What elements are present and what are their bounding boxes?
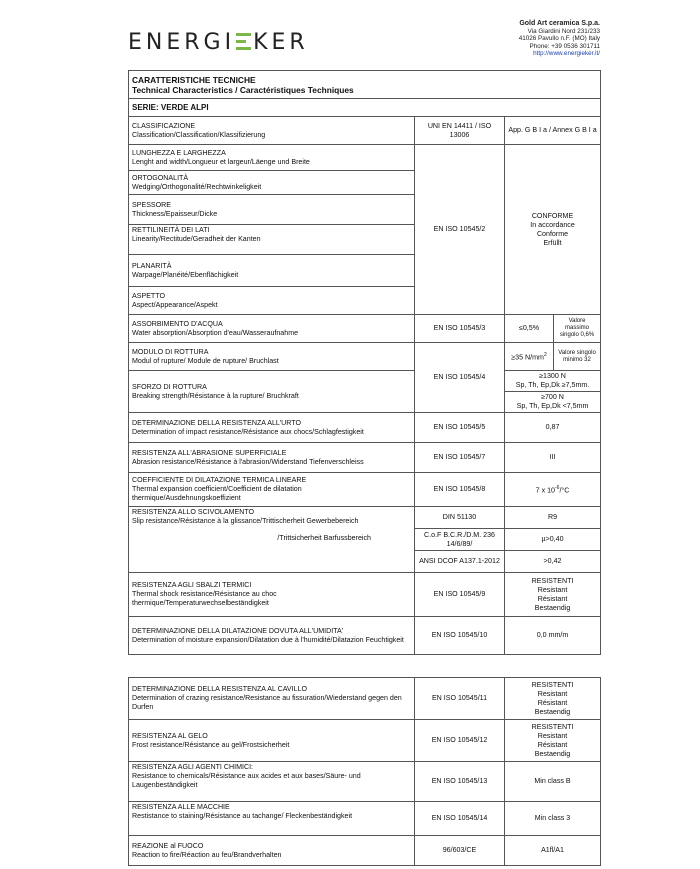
resist-line: RESISTENTI	[531, 722, 574, 731]
row-title: RESISTENZA AGLI AGENTI CHIMICI:	[132, 763, 254, 771]
row-translation: Breaking strength/Résistance à la rupture/ Bruchkraft	[132, 391, 299, 400]
row-title: ORTOGONALITÀ	[132, 173, 189, 182]
row-translation: Linearity/Rectitude/Geradheit der Kanten	[132, 235, 261, 243]
row-value: App. G B I a / Annex G B I a	[505, 117, 601, 145]
sforzo-note-2: Sp, Th, Ep,Dk <7,5mm	[516, 402, 589, 410]
table-row	[129, 720, 601, 762]
row-translation: Restistance to staining/Résistance au tachange/ Fleckenbeständigkeit	[132, 812, 353, 820]
row-title: ASPETTO	[132, 291, 165, 300]
series-cell	[129, 99, 601, 117]
row-title: RESISTENZA AL GELO	[132, 731, 208, 740]
slip-norm-3: ANSI DCOF A137.1-2012	[415, 551, 505, 573]
row-title: CLASSIFICAZIONE	[132, 121, 196, 130]
table-title-cell	[129, 71, 601, 99]
modulo-value: ≥35 N/mm	[511, 353, 544, 362]
group-value-line: Conforme	[536, 229, 569, 238]
row-translation: Thermal expansion coefficient/Coefficient de dilatation thermique/Ausdehnungskoeffizient	[132, 485, 302, 502]
row-title: RETTILINEITÀ DEI LATI	[132, 226, 210, 234]
resist-line: RESISTENTI	[531, 680, 574, 689]
row-title: MODULO DI ROTTURA	[132, 347, 209, 356]
table-row	[129, 371, 601, 392]
row-title: RESISTENZA ALLE MACCHIE	[132, 803, 230, 811]
company-phone: Phone: +39 0536 301711	[529, 42, 600, 50]
company-url[interactable]: http://www.energieker.it/	[533, 50, 600, 58]
tech-table-main	[128, 70, 601, 655]
row-translation: Lenght and width/Longueur et largeur/Läenge und Breite	[132, 157, 310, 166]
table-row	[129, 678, 601, 720]
row-translation: Classification/Classification/Klassifizierung	[132, 130, 266, 139]
table-row	[129, 473, 601, 507]
row-norm: UNI EN 14411 / ISO 13006	[415, 117, 505, 145]
row-value: ≥35 $N/mm^2$	[505, 343, 554, 371]
slip-norm-1: DIN 51130	[415, 507, 505, 529]
row-translation: Determination of crazing resistance/Resistance au fissuration/Wiederstand gegen den Durfen	[132, 694, 402, 711]
resist-line: Résistant	[537, 698, 568, 707]
resist-line: Resistant	[537, 731, 568, 740]
slip-value-2: µ>0,40	[505, 529, 601, 551]
row-translation: Water absorption/Absorption d'eau/Wasseraufnahme	[132, 328, 299, 337]
slip-label-cell	[129, 507, 415, 573]
row-value	[505, 678, 601, 720]
row-translation: Resistance to chemicals/Résistance aux acides et aux bases/Säure- und Laugenbeständigkeit	[132, 772, 361, 789]
resist-line: Bestaendig	[534, 749, 571, 758]
resist-line: Resistant	[537, 585, 568, 594]
slip-value-1: R9	[505, 507, 601, 529]
group-value	[505, 145, 601, 315]
row-translation: Thermal shock resistance/Résistance au choc thermique/Temperaturwechselbeständigkeit	[132, 590, 277, 607]
group-norm: EN ISO 10545/2	[415, 145, 505, 315]
row-title: RESISTENZA AGLI SBALZI TERMICI	[132, 581, 252, 589]
row-value: ≤0,5%	[505, 315, 554, 343]
resist-line: Résistant	[537, 594, 568, 603]
group-value-line: CONFORME	[531, 211, 574, 220]
row-title: SFORZO DI ROTTURA	[132, 382, 207, 391]
row-value	[505, 473, 601, 507]
row-translation: Determination of impact resistance/Résistance aux chocs/Schlagfestigkeit	[132, 427, 364, 436]
row-title: REAZIONE al FUOCO	[132, 841, 204, 850]
row-translation: Frost resistance/Résistance au gel/Frostsicherheit	[132, 740, 290, 749]
table-row	[129, 507, 601, 529]
resist-line: RESISTENTI	[531, 576, 574, 585]
row-value	[505, 371, 601, 392]
table-row	[129, 443, 601, 473]
row-title: SPESSORE	[132, 200, 172, 209]
row-title: DETERMINAZIONE DELLA RESISTENZA AL CAVILLO	[132, 685, 308, 693]
group-value-line: In accordance	[530, 220, 575, 229]
row-norm: EN ISO 10545/3	[415, 315, 505, 343]
dil-unit: /°C	[559, 486, 570, 495]
table-row	[129, 573, 601, 617]
row-translation-2: /Trittsicherheit Barfussbereich	[277, 534, 371, 542]
row-norm: EN ISO 10545/5	[415, 413, 505, 443]
row-title: RESISTENZA ALL'ABRASIONE SUPERFICIALE	[132, 448, 287, 457]
row-translation: Abrasion resistance/Résistance à l'abrasion/Widerstand Tiefenverschleiss	[132, 457, 364, 466]
company-address-1: Via Giardini Nord 231/233	[527, 27, 600, 35]
row-title: DETERMINAZIONE DELLA RESISTENZA ALL'URTO	[132, 418, 302, 427]
row-note: Valore singolo minimo 32	[554, 343, 601, 371]
row-value: III	[505, 443, 601, 473]
row-value	[505, 392, 601, 413]
row-value	[505, 573, 601, 617]
tech-table-secondary	[128, 677, 601, 866]
row-norm: 96/603/CE	[415, 836, 505, 866]
row-value	[505, 720, 601, 762]
table-row	[129, 343, 601, 371]
sforzo-value-2: ≥700 N	[541, 393, 564, 401]
row-title: ASSORBIMENTO D'ACQUA	[132, 319, 223, 328]
sforzo-note-1: Sp, Th, Ep,Dk ≥7,5mm.	[515, 381, 590, 389]
table-row	[129, 117, 601, 145]
row-norm: EN ISO 10545/14	[415, 802, 505, 836]
resist-line: Resistant	[537, 689, 568, 698]
row-translation: Aspect/Appearance/Aspekt	[132, 300, 218, 309]
table-row	[129, 617, 601, 655]
table-row	[129, 413, 601, 443]
row-norm: EN ISO 10545/11	[415, 678, 505, 720]
row-norm: EN ISO 10545/10	[415, 617, 505, 655]
resist-line: Résistant	[537, 740, 568, 749]
table-row	[129, 802, 601, 836]
row-value: Min class B	[505, 762, 601, 802]
resist-line: Bestaendig	[534, 707, 571, 716]
energieker-logo: ENERGI KER	[128, 30, 309, 55]
dil-exp: -6	[554, 484, 560, 491]
row-title: RESISTENZA ALLO SCIVOLAMENTO	[132, 508, 255, 516]
row-value: 0,0 mm/m	[505, 617, 601, 655]
row-value: 0,87	[505, 413, 601, 443]
dil-value: 7 x 10	[535, 486, 555, 495]
row-translation: Determination of moisture expansion/Dilatation due à l'humidité/Dilatazion Feuchtigkeit	[132, 635, 404, 644]
row-title: LUNGHEZZA E LARGHEZZA	[132, 148, 226, 157]
row-title: PLANARITÀ	[132, 261, 172, 270]
row-translation: Thickness/Epaisseur/Dicke	[132, 209, 218, 218]
row-translation: Reaction to fire/Réaction au feu/Brandverhalten	[132, 850, 282, 859]
title-it: CARATTERISTICHE TECNICHE	[132, 74, 256, 85]
company-name: Gold Art ceramica S.p.a.	[519, 20, 600, 27]
row-norm: EN ISO 10545/7	[415, 443, 505, 473]
series-label: SERIE: VERDE ALPI	[132, 102, 209, 112]
slip-value-3: >0,42	[505, 551, 601, 573]
row-norm: EN ISO 10545/9	[415, 573, 505, 617]
company-address-2: 41026 Pavullo n.F. (MO) Italy	[518, 35, 600, 43]
row-norm: EN ISO 10545/12	[415, 720, 505, 762]
table-row	[129, 145, 601, 171]
table-row	[129, 836, 601, 866]
company-info	[519, 20, 600, 58]
row-norm: EN ISO 10545/8	[415, 473, 505, 507]
row-value: Min class 3	[505, 802, 601, 836]
row-title: COEFFICIENTE DI DILATAZIONE TERMICA LINEARE	[132, 476, 307, 484]
row-translation: Modul of rupture/ Module de rupture/ Bruchlast	[132, 356, 279, 365]
row-note: Valore massimo singolo 0,6%	[554, 315, 601, 343]
row-translation: Wedging/Orthogonalité/Rechtwinkeligkeit	[132, 182, 262, 191]
title-multi: Technical Characteristics / Caractéristiques Techniques	[132, 84, 354, 95]
logo-e-mark-icon	[236, 31, 252, 51]
row-title: DETERMINAZIONE DELLA DILATAZIONE DOVUTA ALL'UMIDITA'	[132, 626, 344, 635]
row-value: A1fl/A1	[505, 836, 601, 866]
resist-line: Bestaendig	[534, 603, 571, 612]
sforzo-value-1: ≥1300 N	[539, 372, 566, 380]
row-translation: Slip resistance/Résistance à la glissance/Trittischerheit Gewerbebereich	[132, 517, 359, 525]
row-norm: EN ISO 10545/4	[415, 343, 505, 413]
row-translation: Warpage/Planéité/Ebenflächigkeit	[132, 270, 239, 279]
table-row	[129, 315, 601, 343]
table-row	[129, 762, 601, 802]
group-value-line: Erfüllt	[543, 238, 562, 247]
slip-norm-2: C.o.F B.C.R./D.M. 236 14/6/89/	[415, 529, 505, 551]
row-norm: EN ISO 10545/13	[415, 762, 505, 802]
